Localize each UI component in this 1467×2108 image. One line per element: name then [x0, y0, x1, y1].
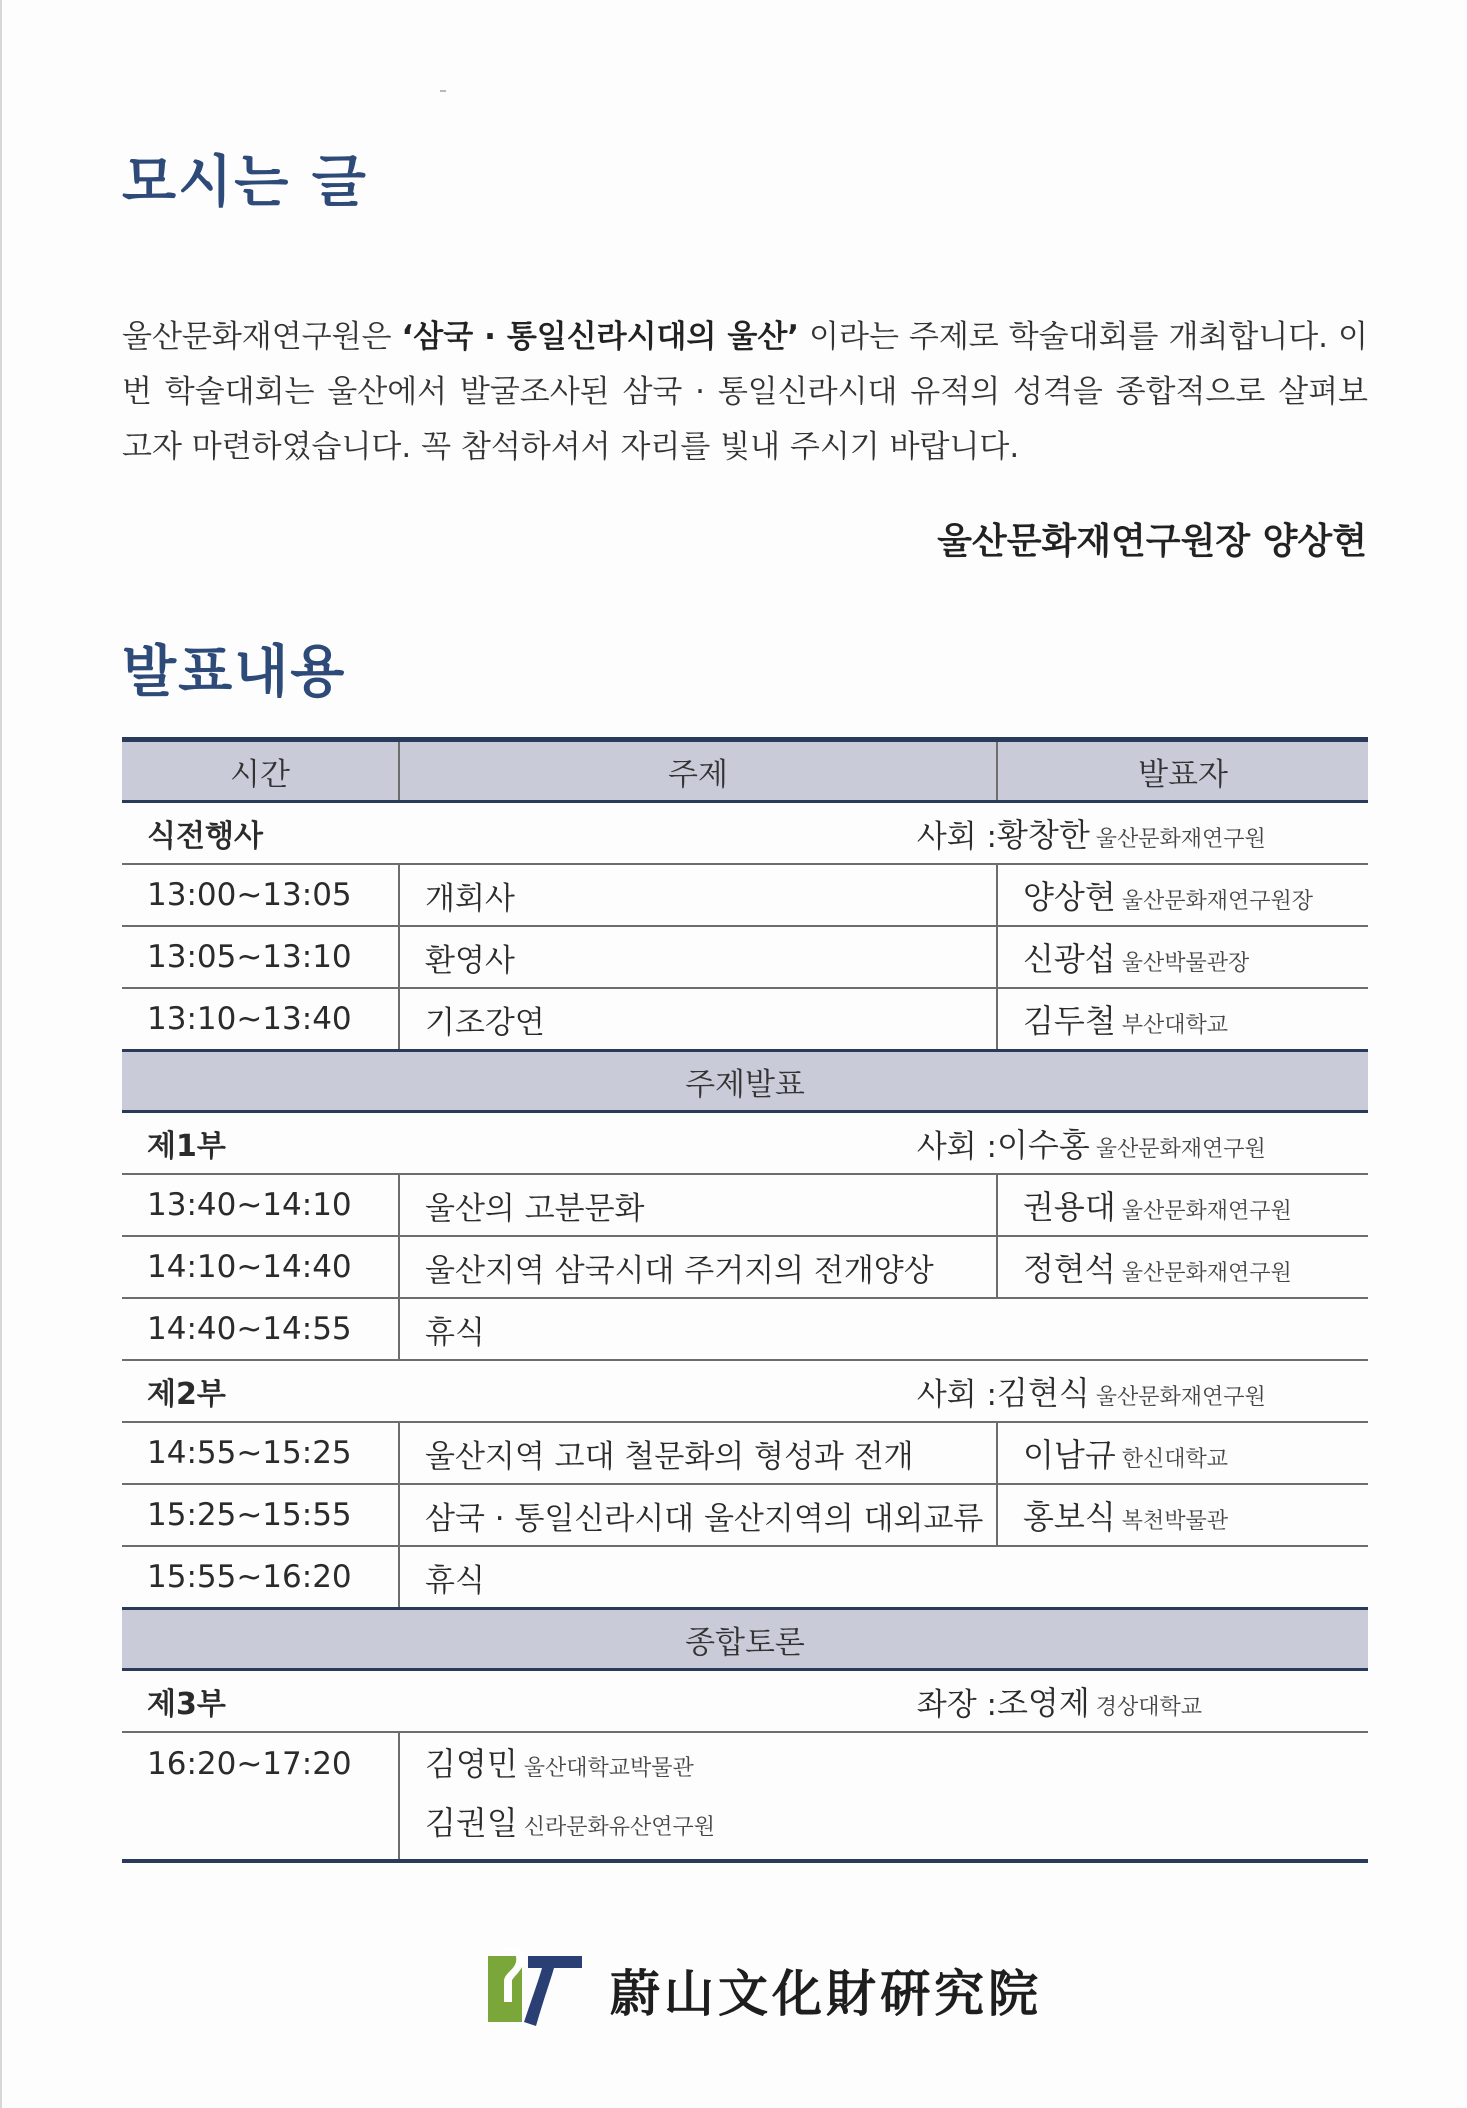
moderator-label-cell	[399, 1112, 997, 1175]
conference-theme: ‘삼국 · 통일신라시대의 울산’	[401, 319, 800, 355]
moderator-affiliation: 울산문화재연구원	[1095, 1137, 1266, 1162]
table-row	[122, 1174, 1368, 1236]
presenter-name: 정현석	[1023, 1250, 1116, 1288]
moderator-label: 좌장 :	[916, 1686, 997, 1723]
presenter-affiliation: 울산문화재연구원	[1121, 1199, 1292, 1224]
presenter-name: 권용대	[1023, 1188, 1116, 1226]
table-row-break	[122, 1298, 1368, 1360]
page-edge	[0, 0, 2, 2108]
table-row	[122, 1484, 1368, 1546]
topic-cell: 기조강연	[399, 988, 997, 1051]
panelist-affiliation: 신라문화유산연구원	[523, 1815, 716, 1840]
signature: 울산문화재연구원장 양상현	[937, 521, 1367, 562]
presenter-name: 홍보식	[1023, 1498, 1116, 1536]
invitation-text-2: 이라는 주제로 학술대회를 개최합니다. 이번 학술대회는 울산에서 발굴조사된 삼국 · 통일신라시대 유적의 성격을 종합적으로 살펴보고자 마련하였습니다. 꼭 참석하셔서 자리를 빛내 주시기 바랍니다.	[122, 319, 1368, 465]
topic-cell: 울산지역 고대 철문화의 형성과 전개	[399, 1422, 997, 1484]
topic-cell: 삼국 · 통일신라시대 울산지역의 대외교류	[399, 1484, 997, 1546]
scan-speck	[440, 90, 446, 92]
moderator-label-cell	[399, 802, 997, 865]
topic-cell: 환영사	[399, 926, 997, 988]
topic-cell: 휴식	[399, 1546, 1368, 1609]
session-row-part3	[122, 1670, 1368, 1733]
panelist-name: 김영민	[425, 1745, 518, 1783]
presenter-cell	[997, 864, 1368, 926]
presenter-affiliation: 울산문화재연구원	[1121, 1261, 1292, 1286]
presenter-name: 이남규	[1023, 1436, 1116, 1474]
program-title: 발표내용	[122, 640, 347, 705]
schedule-table	[122, 737, 1368, 1863]
presenter-name: 신광섭	[1023, 940, 1116, 978]
header-topic: 주제	[399, 740, 997, 802]
moderator-label: 사회 :	[916, 1376, 997, 1413]
presenter-affiliation: 울산문화재연구원장	[1121, 889, 1314, 914]
moderator-affiliation: 울산문화재연구원	[1095, 827, 1266, 852]
session-name: 제3부	[122, 1670, 399, 1733]
moderator-affiliation: 경상대학교	[1095, 1695, 1203, 1720]
presenter-cell	[997, 1422, 1368, 1484]
table-row	[122, 1236, 1368, 1298]
table-row-discussion	[122, 1732, 1368, 1861]
table-row	[122, 1422, 1368, 1484]
moderator-cell	[997, 1360, 1368, 1422]
presenter-name: 김두철	[1023, 1002, 1116, 1040]
presenter-cell	[997, 1236, 1368, 1298]
presenter-affiliation: 한신대학교	[1121, 1447, 1229, 1472]
section-band-presentations	[122, 1051, 1368, 1112]
presenter-cell	[997, 1484, 1368, 1546]
invitation-title: 모시는 글	[122, 150, 368, 215]
institute-name: 蔚山文化財硏究院	[610, 1964, 1042, 2023]
presenter-cell	[997, 1174, 1368, 1236]
section-band-label: 종합토론	[122, 1609, 1368, 1670]
time-cell: 13:10~13:40	[122, 988, 399, 1051]
moderator-name: 조영제	[997, 1684, 1090, 1722]
panelist-affiliation: 울산대학교박물관	[523, 1756, 694, 1781]
session-row-part2	[122, 1360, 1368, 1422]
time-cell: 13:40~14:10	[122, 1174, 399, 1236]
topic-cell: 울산의 고분문화	[399, 1174, 997, 1236]
header-time: 시간	[122, 740, 399, 802]
moderator-cell	[997, 802, 1368, 865]
topic-cell: 울산지역 삼국시대 주거지의 전개양상	[399, 1236, 997, 1298]
moderator-cell	[997, 1112, 1368, 1175]
session-row-opening	[122, 802, 1368, 865]
invitation-paragraph	[122, 310, 1368, 475]
presenter-cell	[997, 988, 1368, 1051]
presenter-affiliation: 복천박물관	[1121, 1509, 1229, 1534]
panel-cell	[399, 1732, 1368, 1861]
moderator-label-cell	[399, 1670, 997, 1733]
table-row	[122, 864, 1368, 926]
topic-cell: 휴식	[399, 1298, 1368, 1360]
time-cell: 13:05~13:10	[122, 926, 399, 988]
moderator-affiliation: 울산문화재연구원	[1095, 1385, 1266, 1410]
topic-cell: 개회사	[399, 864, 997, 926]
footer	[484, 1940, 1042, 2040]
time-cell: 13:00~13:05	[122, 864, 399, 926]
moderator-name: 이수홍	[997, 1126, 1090, 1164]
institute-logo-icon	[484, 1942, 584, 2038]
section-band-label: 주제발표	[122, 1051, 1368, 1112]
panelist	[425, 1737, 1368, 1796]
moderator-label-cell	[399, 1360, 997, 1422]
moderator-name: 황창한	[997, 816, 1090, 854]
table-row-break	[122, 1546, 1368, 1609]
time-cell: 14:55~15:25	[122, 1422, 399, 1484]
time-cell: 15:25~15:55	[122, 1484, 399, 1546]
presenter-affiliation: 울산박물관장	[1121, 951, 1250, 976]
panelist	[425, 1796, 1368, 1855]
session-name: 제2부	[122, 1360, 399, 1422]
table-header-row	[122, 740, 1368, 802]
time-cell: 16:20~17:20	[122, 1732, 399, 1861]
moderator-cell	[997, 1670, 1368, 1733]
invitation-text-1: 울산문화재연구원은	[122, 319, 402, 355]
time-cell: 15:55~16:20	[122, 1546, 399, 1609]
time-cell: 14:40~14:55	[122, 1298, 399, 1360]
moderator-label: 사회 :	[916, 1128, 997, 1165]
session-name: 제1부	[122, 1112, 399, 1175]
time-cell: 14:10~14:40	[122, 1236, 399, 1298]
section-band-discussion	[122, 1609, 1368, 1670]
table-row	[122, 926, 1368, 988]
panelist-name: 김권일	[425, 1804, 518, 1842]
presenter-name: 양상현	[1023, 878, 1116, 916]
moderator-label: 사회 :	[916, 818, 997, 855]
presenter-affiliation: 부산대학교	[1121, 1013, 1229, 1038]
session-row-part1	[122, 1112, 1368, 1175]
session-name: 식전행사	[122, 802, 399, 865]
presenter-cell	[997, 926, 1368, 988]
header-presenter: 발표자	[997, 740, 1368, 802]
moderator-name: 김현식	[997, 1374, 1090, 1412]
table-row	[122, 988, 1368, 1051]
